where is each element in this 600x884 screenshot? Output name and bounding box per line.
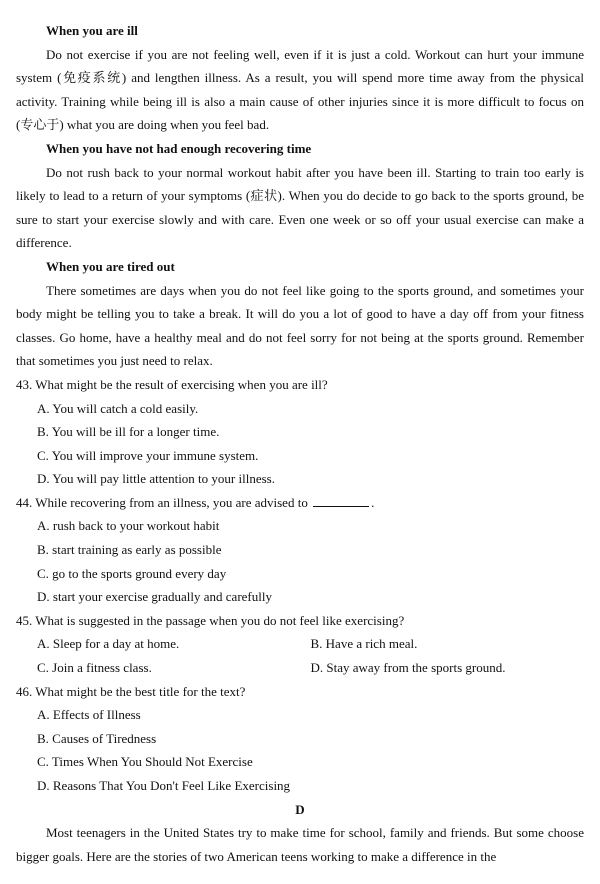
question-46-option-d: D. Reasons That You Don't Feel Like Exercising — [37, 778, 291, 793]
question-45-option-c: C. Join a fitness class. — [37, 660, 152, 676]
section-letter-d: D — [295, 801, 305, 817]
question-44-option-b: B. start training as early as possible — [37, 542, 222, 558]
section-heading-recovering: When you have not had enough recovering time — [46, 140, 312, 156]
question-44-stem-end: . — [371, 494, 375, 510]
question-45-option-a: A. Sleep for a day at home. — [37, 636, 180, 652]
question-46-stem: 46. What might be the best title for the text? — [16, 683, 246, 699]
question-44-option-c: C. go to the sports ground every day — [37, 565, 227, 581]
question-46-option-a: A. Effects of Illness — [37, 707, 141, 723]
question-45-options-row-2 — [16, 656, 584, 680]
section-heading-tired: When you are tired out — [46, 258, 175, 274]
question-44-option-d: D. start your exercise gradually and carefully — [37, 589, 272, 605]
section-paragraph-recovering: Do not rush back to your normal workout habit after you have been ill. Starting to train too early is likely to lead to a return of your symptoms (症状). When you do decide to go back to the sports ground, be sure to start your exercise slowly and with care. Even one week or so off your usual exercise can make a difference. — [16, 164, 584, 251]
section-paragraph-tired: There sometimes are days when you do not feel like going to the sports ground, and sometimes your body might be telling you to take a break. It will do you a lot of good to have a day off from your fitness classes. Go home, have a healthy meal and do not feel sorry for not being at the sports ground. Remember that sometimes you just need to relax. — [16, 282, 584, 369]
question-45-option-b: B. Have a rich meal. — [310, 636, 418, 652]
question-45-option-d: D. Stay away from the sports ground. — [310, 660, 506, 676]
question-43-stem: 43. What might be the result of exercising when you are ill? — [16, 376, 328, 392]
question-44-option-a: A. rush back to your workout habit — [37, 518, 220, 534]
question-43-option-c: C. You will improve your immune system. — [37, 447, 259, 463]
question-46-option-c: C. Times When You Should Not Exercise — [37, 754, 253, 770]
question-44-stem — [16, 491, 584, 515]
question-44-stem-text: 44. While recovering from an illness, you are advised to — [16, 494, 308, 510]
answer-blank — [313, 494, 369, 507]
question-46-option-b: B. Causes of Tiredness — [37, 730, 157, 746]
question-45-options-row-1 — [16, 632, 584, 656]
question-43-option-d: D. You will pay little attention to your illness. — [37, 471, 275, 487]
section-paragraph-ill: Do not exercise if you are not feeling well, even if it is just a cold. Workout can hurt your immune system (免疫系统) and lengthen illness. As a result, you will spend more time away from the physical activity. Training while being ill is also a main cause of other injuries since it is more difficult to focus on (专心于) what you are doing when you feel bad. — [16, 46, 584, 133]
section-d-paragraph: Most teenagers in the United States try to make time for school, family and friends. But some choose bigger goals. Here are the stories of two American teens working to make a difference in the — [16, 825, 584, 864]
question-43-option-b: B. You will be ill for a longer time. — [37, 424, 220, 440]
question-45-stem: 45. What is suggested in the passage when you do not feel like exercising? — [16, 612, 405, 628]
question-43-option-a: A. You will catch a cold easily. — [37, 400, 199, 416]
section-heading-ill: When you are ill — [46, 23, 138, 38]
